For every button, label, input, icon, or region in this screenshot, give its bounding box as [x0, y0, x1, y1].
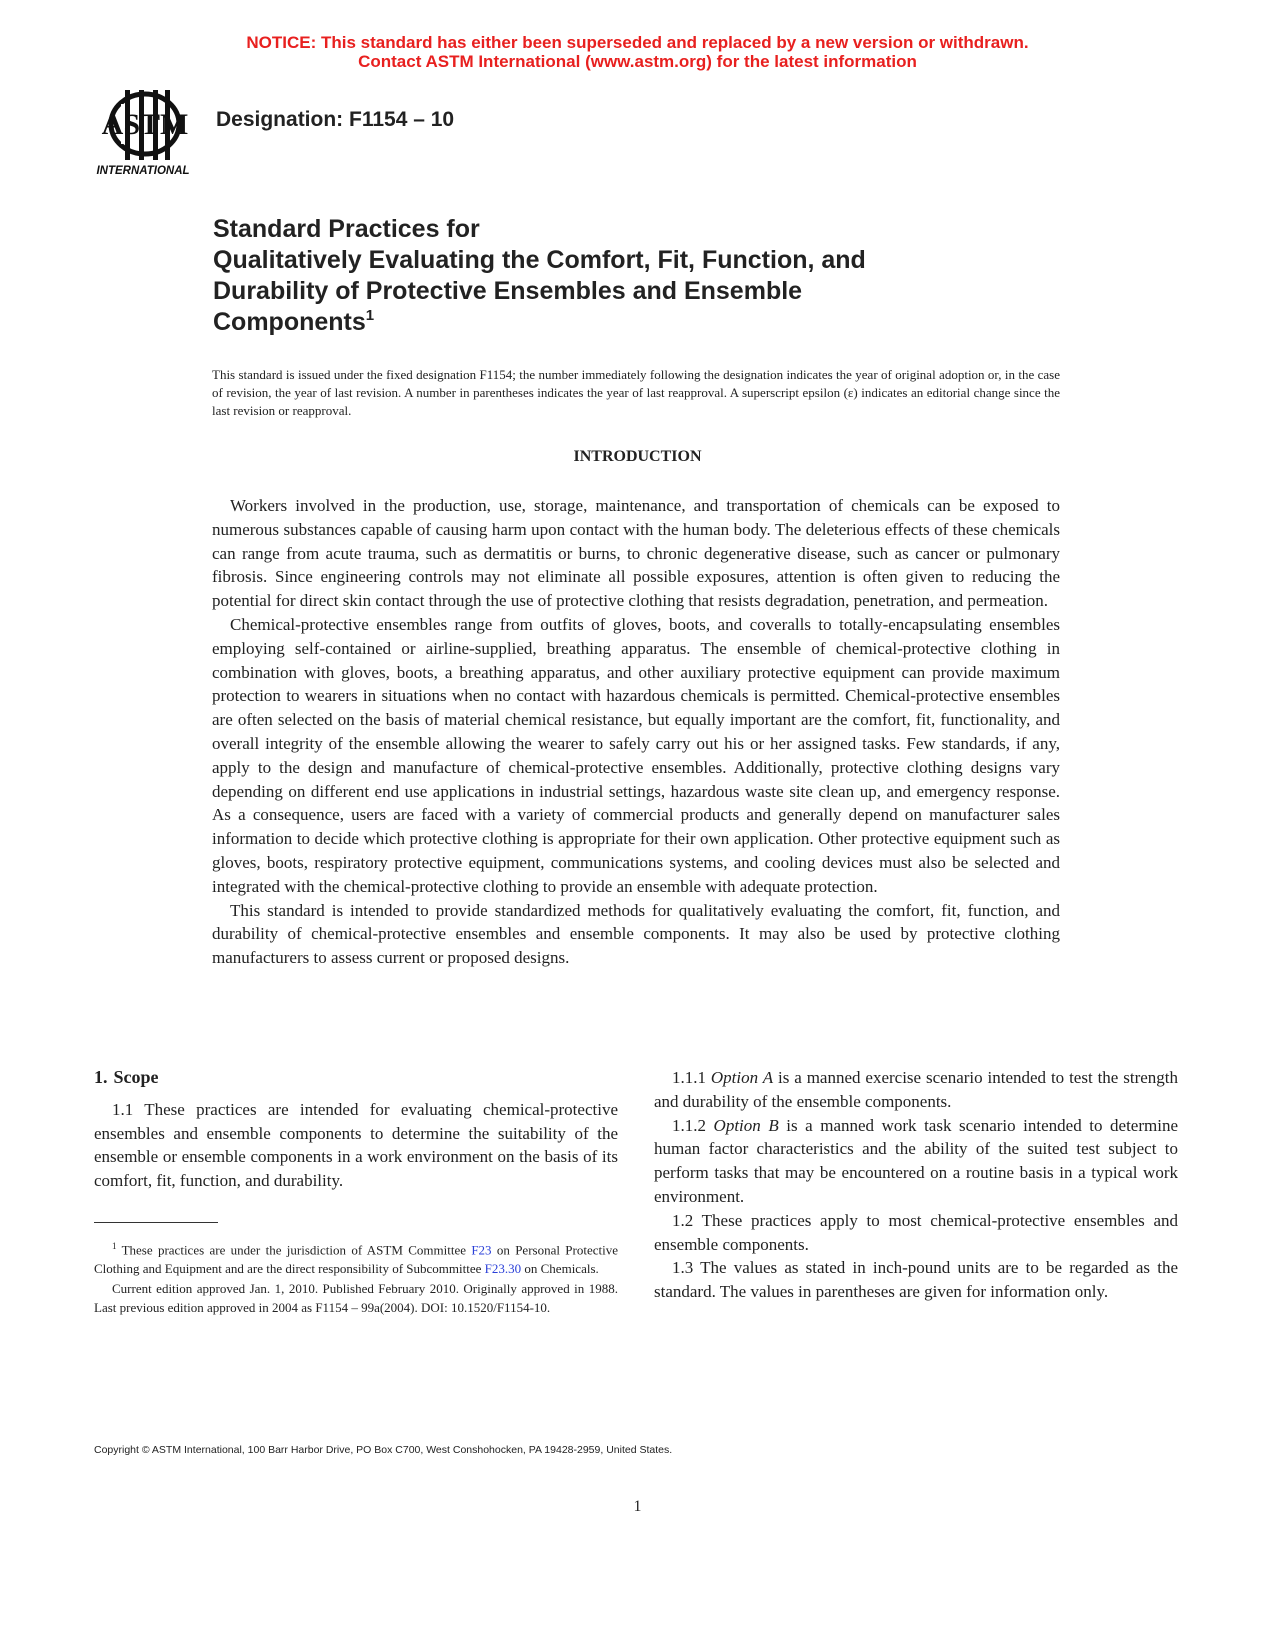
option-a: Option A	[710, 1068, 774, 1087]
scope-number: 1.	[94, 1067, 108, 1087]
left-column	[94, 1066, 618, 1193]
option-b: Option B	[713, 1115, 779, 1135]
footnote-divider	[94, 1222, 218, 1223]
subcommittee-link[interactable]: F23.30	[484, 1260, 522, 1276]
right-column	[654, 1066, 1178, 1304]
introduction-body	[212, 494, 1060, 970]
section-1-3: 1.3 The values as stated in inch-pound units are to be regarded as the standard. The values in parentheses are given for information only.	[654, 1258, 1178, 1302]
notice-line-1: NOTICE: This standard has either been superseded and replaced by a new version or withdrawn.	[246, 33, 1029, 52]
astm-logo	[95, 86, 201, 186]
page-number: 1	[633, 1498, 642, 1515]
designation: Designation: F1154 – 10	[216, 108, 455, 131]
logo-letters: ASTM	[101, 108, 189, 141]
footnote-1: $^1$ These practices are under the jurisdiction of ASTM Committee F23 on Personal Protective Clothing and Equipment and are the direct responsibility of Subcommittee F23.30 on Chemicals.	[94, 1241, 618, 1276]
document-title	[213, 214, 1113, 338]
scope-heading	[94, 1066, 618, 1090]
introduction-heading: INTRODUCTION	[573, 448, 702, 465]
copyright-line: Copyright © ASTM International, 100 Barr Harbor Drive, PO Box C700, West Conshohocken, PA 19428-2959, United States.	[94, 1444, 673, 1456]
section-1-1-1: 1.1.1 Option A is a manned exercise scenario intended to test the strength and durability of the ensemble components.	[654, 1068, 1179, 1111]
issued-note: This standard is issued under the fixed designation F1154; the number immediately following the designation indicates the year of original adoption or, in the case of revision, the year of last revision. A number in parentheses indicates the year of last reapproval. A superscript epsilon (ε) indicates an editorial change since the last revision or reapproval.	[212, 367, 1060, 418]
committee-link[interactable]: F23	[471, 1242, 492, 1258]
intro-paragraph: Workers involved in the production, use, storage, maintenance, and transportation of chemicals can be exposed to numerous substances capable of causing harm upon contact with the human body. The deleterious effects of these chemicals can range from acute trauma, such as dermatitis or burns, to chronic degenerative disease, such as cancer or pulmonary fibrosis. Since engineering controls may not eliminate all possible exposures, attention is often given to reducing the potential for direct skin contact through the use of protective clothing that resists degradation, penetration, and permeation.	[212, 496, 1060, 611]
footnote-2: Current edition approved Jan. 1, 2010. Published February 2010. Originally approved in 1988. Last previous edition approved in 2004 as F1154 – 99a(2004). DOI: 10.1520/F1154-10.	[94, 1281, 618, 1315]
intro-paragraph: This standard is intended to provide standardized methods for qualitatively evaluating the comfort, fit, function, and durability of chemical-protective ensembles and ensemble components. It may also be used by protective clothing manufacturers to assess current or proposed designs.	[212, 900, 1060, 968]
title-footnote-mark: 1	[365, 307, 375, 324]
title-line-3: Durability of Protective Ensembles and Ensemble	[213, 277, 803, 305]
withdrawal-notice	[0, 33, 1275, 71]
title-line-4: Components	[213, 308, 366, 336]
scope-title: Scope	[113, 1067, 159, 1087]
astm-logo-icon	[95, 86, 201, 186]
section-1-2: 1.2 These practices apply to most chemical-protective ensembles and ensemble components.	[654, 1210, 1178, 1254]
intro-paragraph: Chemical-protective ensembles range from outfits of gloves, boots, and coveralls to totally-encapsulating ensembles employing self-contained or airline-supplied, breathing apparatus. The ensemble of chemical-protective clothing in combination with gloves, boots, a breathing apparatus, and other auxiliary protective equipment can provide maximum protection to wearers in situations when no contact with hazardous chemicals is permitted. Chemical-protective ensembles are often selected on the basis of material chemical resistance, but equally important are the comfort, fit, functionality, and overall integrity of the ensemble allowing the wearer to safely carry out his or her assigned tasks. Few standards, if any, apply to the design and manufacture of chemical-protective ensembles. Additionally, protective clothing designs vary depending on different end use applications in industrial settings, hazardous waste site clean up, and emergency response. As a consequence, users are faced with a variety of commercial products and generally depend on manufacturer sales information to decide which protective clothing is appropriate for their own application. Other protective equipment such as gloves, boots, respiratory protective equipment, communications systems, and cooling devices must also be selected and integrated with the chemical-protective clothing to provide an ensemble with adequate protection.	[212, 614, 1060, 896]
section-1-1-2: 1.1.2 Option B is a manned work task scenario intended to determine human factor characteristics and the ability of the suited test subject to perform tasks that may be encountered on a routine basis in a typical work environment.	[654, 1115, 1178, 1206]
title-line-1: Standard Practices for	[213, 215, 480, 243]
footnotes	[94, 1237, 618, 1319]
logo-subtext: INTERNATIONAL	[96, 165, 190, 177]
title-line-2: Qualitatively Evaluating the Comfort, Fit, Function, and	[213, 246, 866, 274]
section-1-1: 1.1 These practices are intended for evaluating chemical-protective ensembles and ensemble components to determine the suitability of the ensemble or ensemble components in a work environment on the basis of its comfort, fit, function, and durability.	[94, 1099, 618, 1191]
notice-line-2: Contact ASTM International (www.astm.org) for the latest information	[358, 52, 917, 71]
